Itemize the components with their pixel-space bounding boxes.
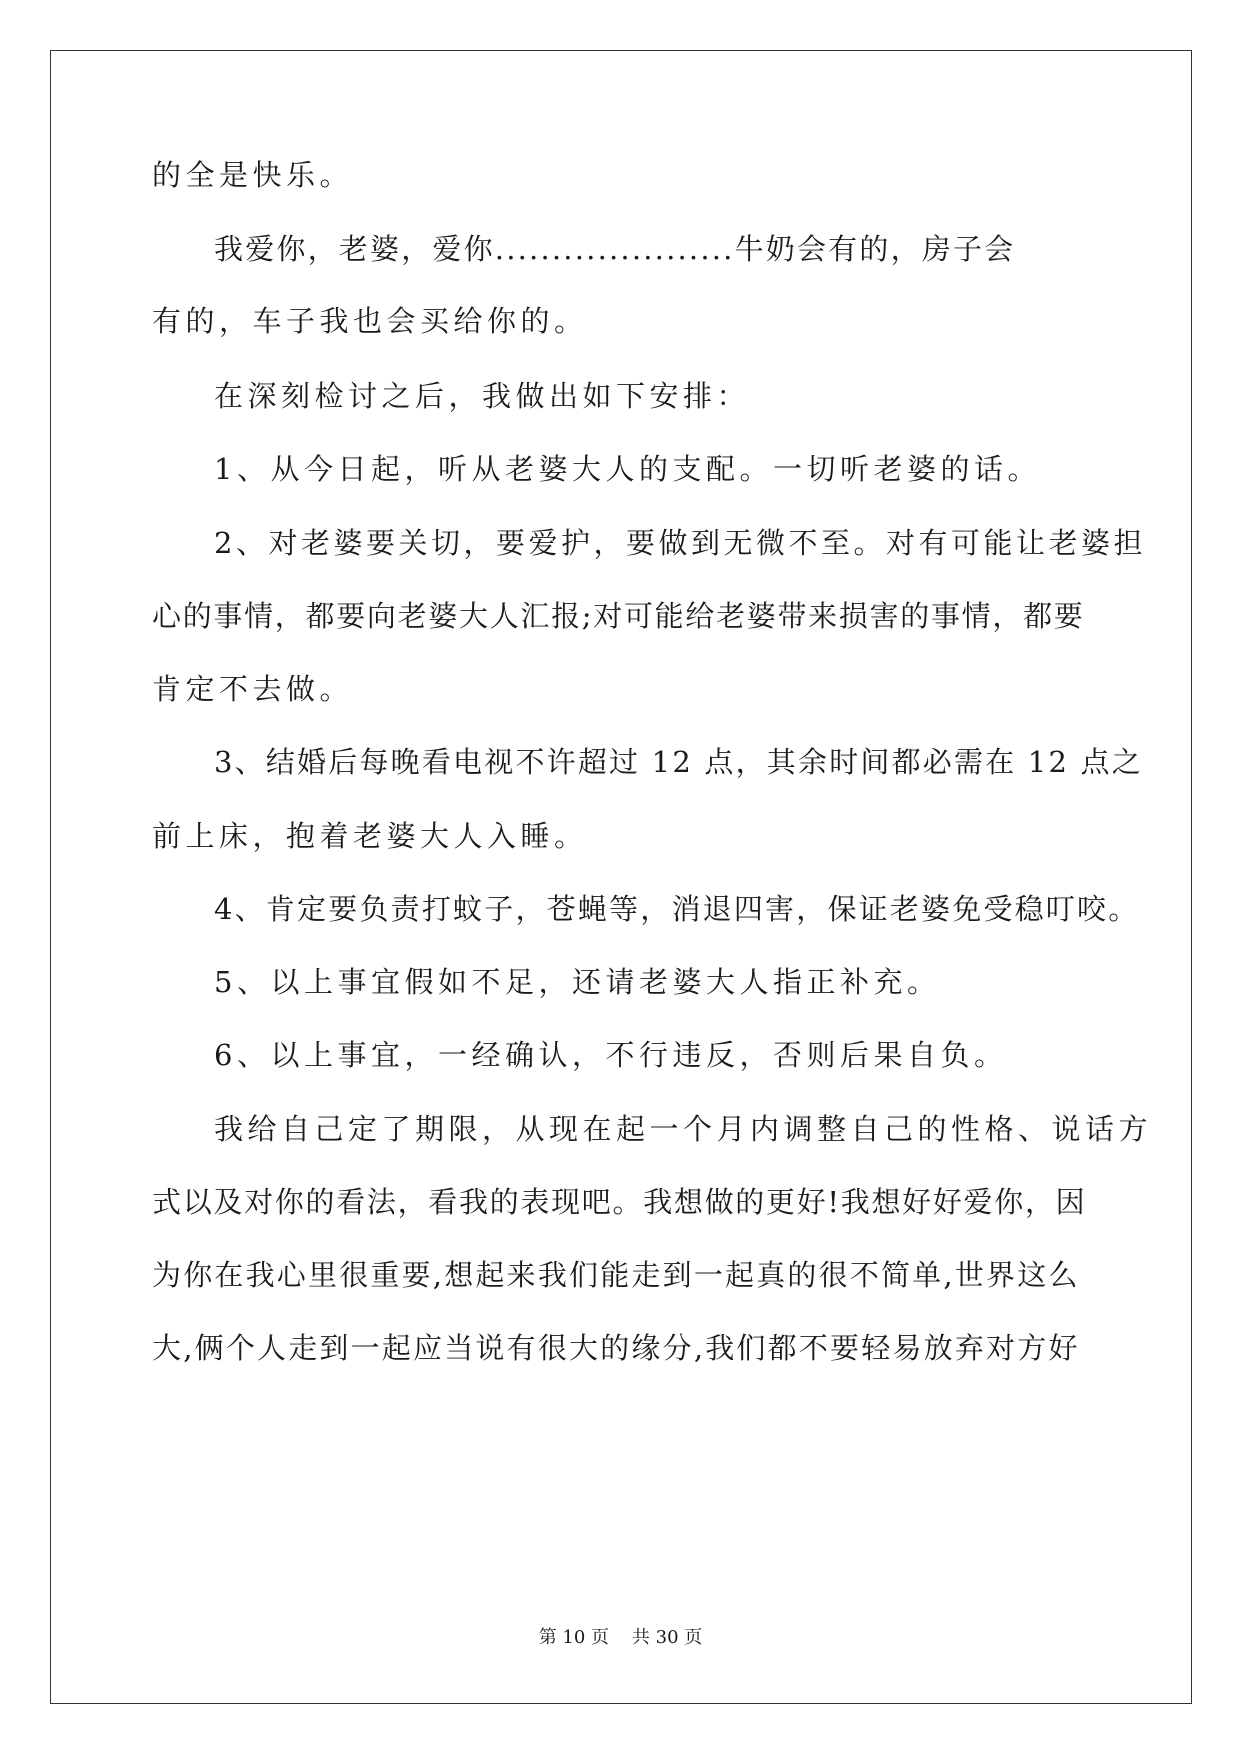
text-line: 有的，车子我也会买给你的。 xyxy=(152,304,588,338)
text-line: 式以及对你的看法，看我的表现吧。我想做的更好!我想好好爱你，因 xyxy=(152,1185,1087,1219)
page-number-label: 第 10 页 共 30 页 xyxy=(538,1627,703,1648)
page-footer xyxy=(0,1626,1241,1650)
text-line: 1、从今日起，听从老婆大人的支配。一切听老婆的话。 xyxy=(214,452,1041,486)
text-line: 在深刻检讨之后，我做出如下安排： xyxy=(214,379,751,413)
page-border xyxy=(50,50,1192,1704)
text-line: 心的事情，都要向老婆大人汇报;对可能给老婆带来损害的事情，都要 xyxy=(152,599,1085,633)
text-line: 3、结婚后每晚看电视不许超过 12 点，其余时间都必需在 12 点之 xyxy=(214,745,1143,779)
text-line: 肯定不去做。 xyxy=(152,672,354,706)
text-line: 我给自己定了期限，从现在起一个月内调整自己的性格、说话方 xyxy=(214,1112,1153,1146)
text-line: 的全是快乐。 xyxy=(152,158,354,192)
text-line: 4、肯定要负责打蚊子，苍蝇等，消退四害，保证老婆免受稳叮咬。 xyxy=(214,892,1140,926)
text-line: 我爱你，老婆，爱你.....................牛奶会有的，房子会 xyxy=(214,232,1016,266)
text-line: 前上床，抱着老婆大人入睡。 xyxy=(152,819,588,853)
text-line: 为你在我心里很重要,想起来我们能走到一起真的很不简单,世界这么 xyxy=(152,1258,1080,1292)
text-line: 6、以上事宜，一经确认，不行违反，否则后果自负。 xyxy=(214,1038,1008,1072)
text-line: 5、以上事宜假如不足，还请老婆大人指正补充。 xyxy=(214,965,941,999)
text-line: 2、对老婆要关切，要爱护，要做到无微不至。对有可能让老婆担 xyxy=(214,526,1146,560)
text-line: 大,俩个人走到一起应当说有很大的缘分,我们都不要轻易放弃对方好 xyxy=(152,1331,1080,1365)
